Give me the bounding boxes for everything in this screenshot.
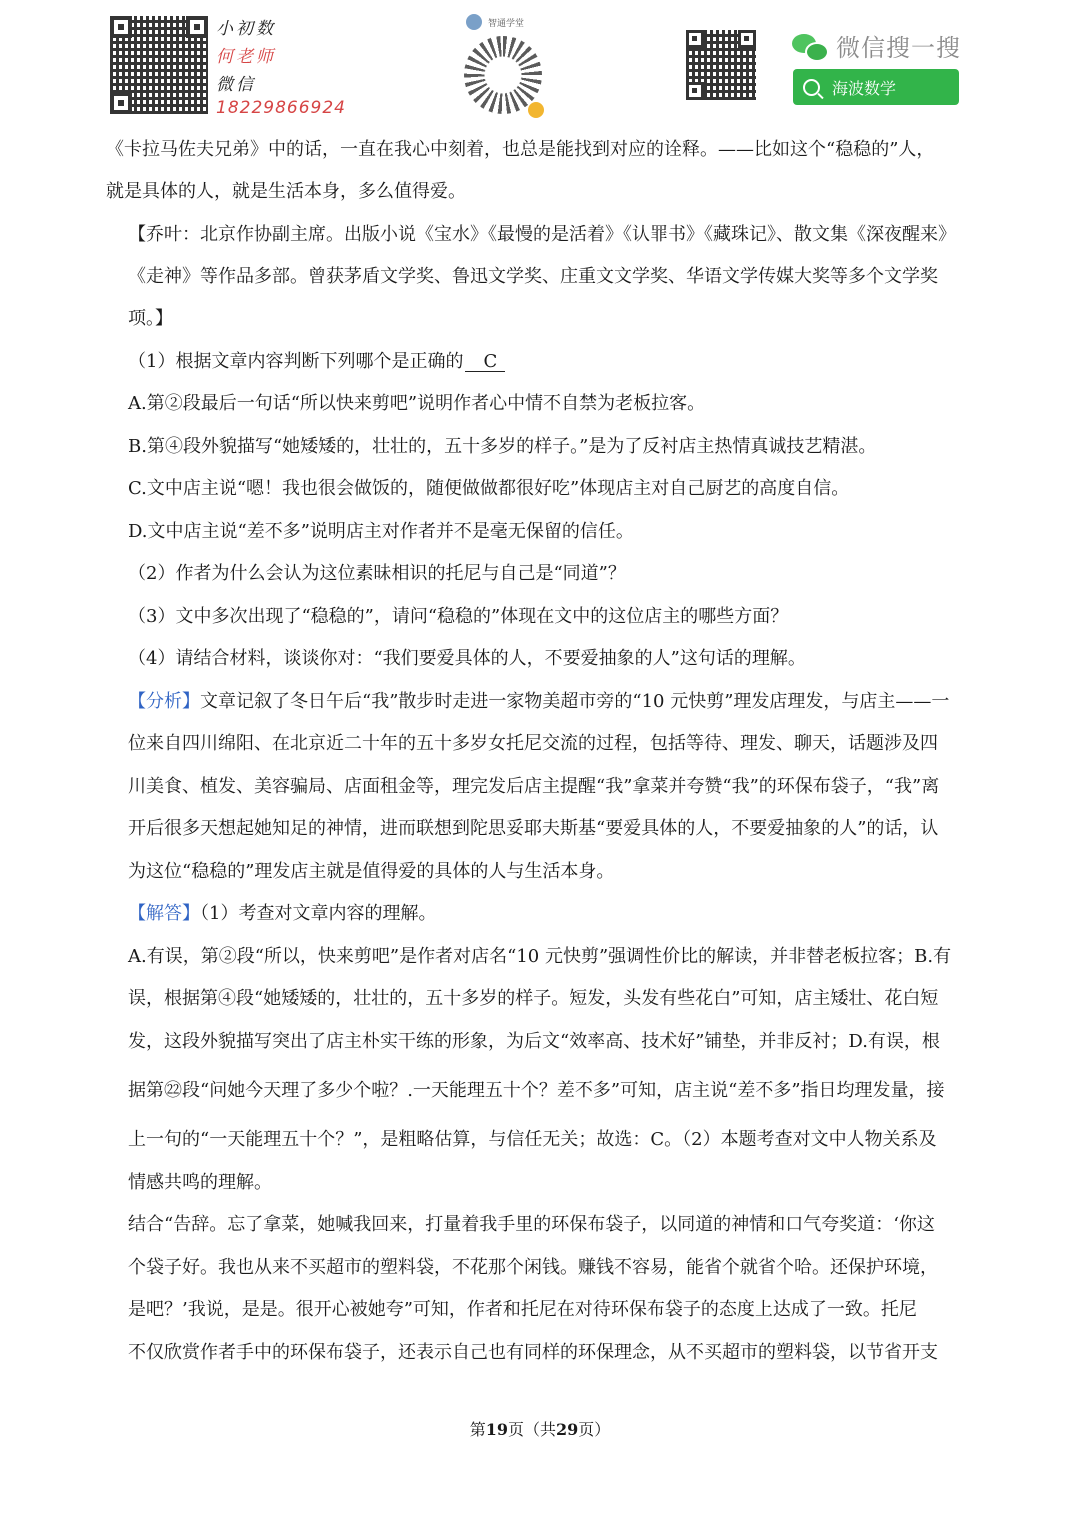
qr-finder xyxy=(110,92,132,114)
mini-program-logo-icon xyxy=(466,14,482,30)
solution-line: 据第㉒段“问她今天理了多少个啦？.一天能理五十个？差不多”可知，店主说“差不多”指日均理发量，接 xyxy=(128,1080,945,1101)
page-header xyxy=(0,0,1080,130)
option-c: C.文中店主说“嗯！我也很会做饭的，随便做做都很好吃”体现店主对自己厨艺的高度自信。 xyxy=(128,478,850,499)
author-bio-line: 《走神》等作品多部。曾获茅盾文学奖、鲁迅文学奖、庄重文文学奖、华语文学传媒大奖等多个文学奖 xyxy=(128,266,938,287)
analysis-line: 为这位“稳稳的”理发店主就是值得爱的具体的人与生活本身。 xyxy=(128,861,615,882)
mini-program-badge-icon xyxy=(528,102,544,118)
solution-line: 是吧？’我说，是是。很开心被她夸”可知，作者和托尼在对待环保布袋子的态度上达成了一致。托尼 xyxy=(128,1299,917,1320)
footer-middle: 页（共 xyxy=(507,1420,556,1439)
answer-blank: C xyxy=(465,353,505,372)
mini-program-code xyxy=(464,36,542,114)
handwriting-line-3: 微信 xyxy=(216,75,256,95)
author-bio-line: 【乔叶：北京作协副主席。出版小说《宝水》《最慢的是活着》《认罪书》《藏珠记》、散文集《深夜醒来》 xyxy=(128,224,956,245)
qr-finder xyxy=(110,16,132,38)
footer-page-number: 19 xyxy=(485,1420,508,1439)
solution-line: A.有误，第②段“所以，快来剪吧”是作者对店名“10 元快剪”强调性价比的解读，并非替老板拉客；B.有 xyxy=(128,946,952,967)
analysis-text: 文章记叙了冬日午后“我”散步时走进一家物美超市旁的“10 元快剪”理发店理发，与店主——一 xyxy=(200,691,950,712)
question-4: （4）请结合材料，谈谈你对：“我们要爱具体的人，不要爱抽象的人”这句话的理解。 xyxy=(128,648,806,669)
page-footer xyxy=(0,1417,1080,1440)
analysis-label: 【分析】 xyxy=(128,691,200,712)
wechat-search-banner xyxy=(792,28,961,63)
search-button-label: 海波数学 xyxy=(832,78,897,98)
text-line: 《卡拉马佐夫兄弟》中的话，一直在我心中刻着，也总是能找到对应的诠释。——比如这个“稳稳的”人， xyxy=(106,139,935,160)
solution-line: 发，这段外貌描写突出了店主朴实干练的形象，为后文“效率高、技术好”铺垫，并非反衬；D.有误，根 xyxy=(128,1031,940,1052)
solution-label: 【解答】 xyxy=(128,903,200,924)
handwriting-phone: 18229866924 xyxy=(216,98,346,118)
solution-line: 个袋子好。我也从来不买超市的塑料袋，不花那个闲钱。赚钱不容易，能省个就省个哈。还保护环境， xyxy=(128,1257,938,1278)
mini-program-name: 智通学堂 xyxy=(488,19,525,29)
analysis-line: 川美食、植发、美容骗局、店面租金等，理完发后店主提醒“我”拿菜并夸赞“我”的环保布袋子，“我”离 xyxy=(128,776,940,797)
solution-line: 误，根据第④段“她矮矮的，壮壮的，五十多岁的样子。短发，头发有些花白”可知，店主矮壮、花白短 xyxy=(128,988,939,1009)
question-2: （2）作者为什么会认为这位素昧相识的托尼与自己是“同道”？ xyxy=(128,563,626,584)
qr-code-account xyxy=(686,30,756,100)
handwriting-line-1: 小初数 xyxy=(216,19,276,39)
qr-finder xyxy=(686,30,704,48)
analysis-line xyxy=(128,693,949,711)
qr-code-teacher xyxy=(110,16,208,114)
solution-line: 上一句的“一天能理五十个？”，是粗略估算，与信任无关；故选：C。（2）本题考查对文中人物关系及 xyxy=(128,1129,937,1150)
wechat-search-label: 微信搜一搜 xyxy=(836,34,961,62)
question-1-text: （1）根据文章内容判断下列哪个是正确的 xyxy=(128,351,464,372)
analysis-line: 开后很多天想起她知足的神情，进而联想到陀思妥耶夫斯基“要爱具体的人，不要爱抽象的人”的话，认 xyxy=(128,818,939,839)
search-icon xyxy=(803,79,820,96)
search-button[interactable] xyxy=(793,69,959,105)
solution-text: （1）考查对文章内容的理解。 xyxy=(200,903,437,924)
solution-line: 结合“告辞。忘了拿菜，她喊我回来，打量着我手里的环保布袋子，以同道的神情和口气夸奖道：‘你这 xyxy=(128,1214,935,1235)
text-line: 就是具体的人，就是生活本身，多么值得爱。 xyxy=(106,181,466,202)
handwriting-line-2: 何老师 xyxy=(216,47,276,67)
option-a: A.第②段最后一句话“所以快来剪吧”说明作者心中情不自禁为老板拉客。 xyxy=(128,393,706,414)
question-3: （3）文中多次出现了“稳稳的”，请问“稳稳的”体现在文中的这位店主的哪些方面？ xyxy=(128,606,789,627)
footer-total-pages: 29 xyxy=(556,1420,579,1439)
solution-line: 不仅欣赏作者手中的环保布袋子，还表示自己也有同样的环保理念，从不买超市的塑料袋，以节省开支 xyxy=(128,1342,938,1363)
wechat-icon xyxy=(792,32,828,60)
analysis-line: 位来自四川绵阳、在北京近二十年的五十多岁女托尼交流的过程，包括等待、理发、聊天，话题涉及四 xyxy=(128,733,938,754)
footer-suffix: 页） xyxy=(578,1420,611,1439)
qr-finder xyxy=(186,16,208,38)
qr-finder xyxy=(686,82,704,100)
option-d: D.文中店主说“差不多”说明店主对作者并不是毫无保留的信任。 xyxy=(128,521,634,542)
option-b: B.第④段外貌描写“她矮矮的，壮壮的，五十多岁的样子。”是为了反衬店主热情真诚技艺精湛。 xyxy=(128,436,877,457)
footer-prefix: 第 xyxy=(469,1420,486,1439)
question-1 xyxy=(128,353,505,372)
author-bio-line: 项。】 xyxy=(128,308,173,329)
solution-line: 情感共鸣的理解。 xyxy=(128,1172,272,1193)
qr-finder xyxy=(738,30,756,48)
solution-line xyxy=(128,905,436,923)
